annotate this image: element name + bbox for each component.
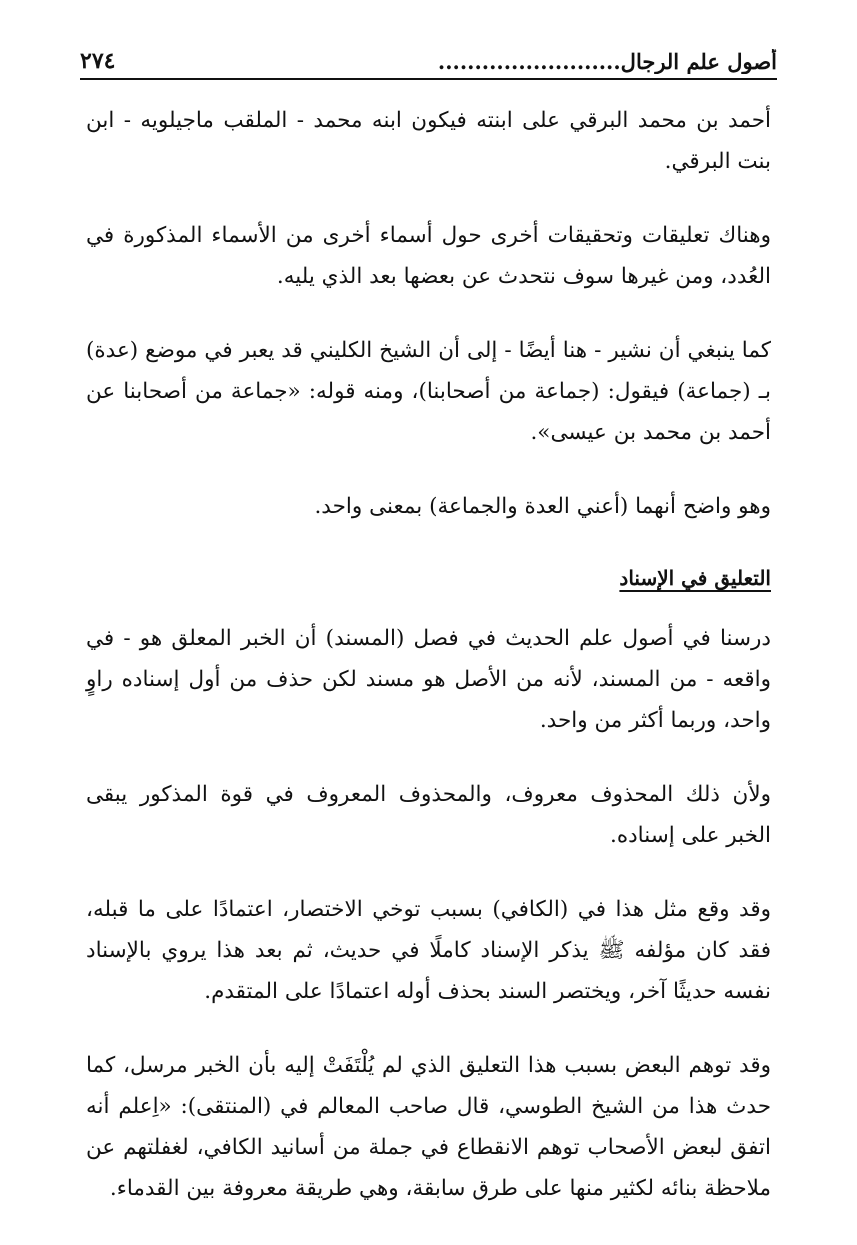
page-number: ٢٧٤ <box>80 48 116 74</box>
paragraph: وقد توهم البعض بسبب هذا التعليق الذي لم يُلْتَفَتْ إليه بأن الخبر مرسل، كما حدث هذا من الشيخ الطوسي، قال صاحب المعالم في (المنتقى): «اِعلم أنه اتفق لبعض الأصحاب توهم الانقطاع في جملة من أسانيد الكافي، لغفلتهم عن ملاحظة بنائه لكثير منها على طرق سابقة، وهي طريقة معروفة بين القدماء. <box>86 1053 771 1201</box>
paragraph: أحمد بن محمد البرقي على ابنته فيكون ابنه محمد - الملقب ماجيلويه - ابن بنت البرقي. <box>86 108 771 174</box>
paragraph: وهناك تعليقات وتحقيقات أخرى حول أسماء أخرى من الأسماء المذكورة في العُدد، ومن غيرها سوف نتحدث عن بعضها بعد الذي يليه. <box>86 223 771 289</box>
running-title: أصول علم الرجال......................... <box>437 49 777 74</box>
paragraph: كما ينبغي أن نشير - هنا أيضًا - إلى أن الشيخ الكليني قد يعبر في موضع (عدة) بـ (جماعة) فيقول: (جماعة من أصحابنا)، ومنه قوله: «جماعة من أصحابنا عن أحمد بن محمد بن عيسى». <box>86 338 771 445</box>
paragraph: وهو واضح أنهما (أعني العدة والجماعة) بمعنى واحد. <box>314 494 771 519</box>
paragraph: ولأن ذلك المحذوف معروف، والمحذوف المعروف في قوة المذكور يبقى الخبر على إسناده. <box>86 782 771 848</box>
running-header <box>80 38 777 80</box>
paragraph: درسنا في أصول علم الحديث في فصل (المسند) أن الخبر المعلق هو - في واقعه - من المسند، لأنه من الأصل هو مسند لكن حذف من أول إسناده راوٍ واحد، وربما أكثر من واحد. <box>86 626 771 733</box>
page-body <box>86 100 771 1242</box>
section-heading: التعليق في الإسناد <box>619 566 771 590</box>
paragraph: وقد وقع مثل هذا في (الكافي) بسبب توخي الاختصار، اعتمادًا على ما قبله، فقد كان مؤلفه ﷺ يذكر الإسناد كاملًا في حديث، ثم بعد هذا يروي بالإسناد نفسه حديثًا آخر، ويختصر السند بحذف أوله اعتمادًا على المتقدم. <box>86 897 771 1004</box>
